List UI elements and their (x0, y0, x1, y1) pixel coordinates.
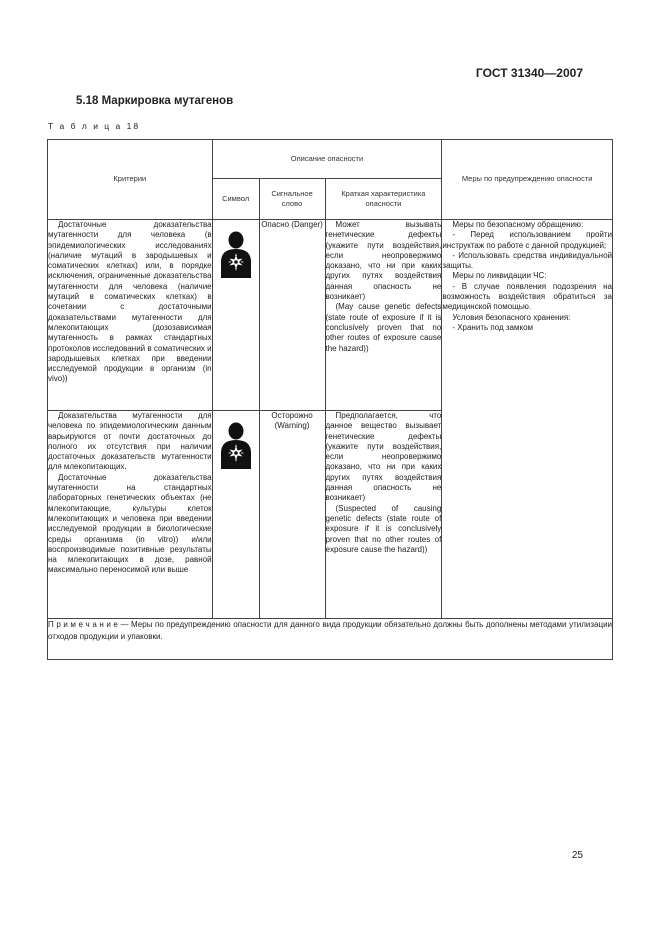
precautions-cell (442, 220, 613, 619)
precaution-line: Условия безопасного хранения: (452, 312, 571, 322)
precaution-line: - Хранить под замком (452, 322, 534, 332)
precaution-line: Меры по безопасному обращению: (452, 220, 584, 229)
criteria-text: Доказательства мутагенности для человека по эпидемиологическим данным варьируются от почти достаточных до полного их отсутствия при наличии достаточных доказательств мутагенности для млекопитающих. (48, 411, 212, 472)
table-caption: Т а б л и ц а 18 (48, 121, 141, 131)
signal-word: Опасно (Danger) (261, 220, 323, 229)
criteria-cell (48, 220, 213, 411)
description-en: (Suspected of causing genetic defects (state route of exposure if it is conclusively proven that no other routes of exposure cause the hazard)) (325, 503, 442, 554)
description-ru: Может вызывать генетические дефекты (укажите пути воздействия, если неопровержимо доказано, что ни при каких других путях воздействия данная опасность не возникает) (325, 220, 442, 302)
description-ru: Предполагается, что данное вещество вызывает генетические дефекты (укажите пути воздействия, если неопровержимо доказано, что ни при каких других путях воздействия данная опасность не возникает) (325, 411, 442, 503)
section-title: 5.18 Маркировка мутагенов (76, 95, 234, 107)
short-description-cell (325, 220, 442, 411)
signal-word-header: Сигнальное слово (259, 179, 325, 220)
table-note (48, 619, 613, 660)
criteria-cell (48, 411, 213, 619)
criteria-header: Критерии (48, 140, 213, 220)
signal-word-cell (259, 411, 325, 619)
health-hazard-icon (219, 421, 253, 469)
precaution-line: Меры по ликвидации ЧС: (452, 271, 547, 281)
precautions-header: Меры по предупреждению опасности (442, 140, 613, 220)
table-row (48, 220, 613, 411)
symbol-cell (212, 220, 259, 411)
precaution-line: - Использовать средства индивидуальной защиты. (442, 250, 612, 271)
signal-word: Осторожно (Warning) (271, 411, 313, 431)
symbol-cell (212, 411, 259, 619)
precaution-line: - В случае появления подозрения на возможность воздействия обратиться за медицинской помощью. (442, 281, 612, 312)
description-en: (May cause genetic defects (state route of exposure if it is conclusively proven that no other routes of exposure cause the hazard)) (325, 302, 442, 353)
hazard-description-header: Описание опасности (212, 140, 442, 179)
mutagen-labelling-table (47, 139, 613, 660)
standard-number: ГОСТ 31340—2007 (475, 66, 583, 80)
short-description-cell (325, 411, 442, 619)
criteria-text: Достаточные доказательства мутагенности для человека (в эпидемиологических исследованиях (наличие мутаций в зародышевых и соматических клетках) или, в порядке исключения, ограниченные доказательства мутагенности для человека (наличие мутаций в соматических клетках) в сочетании с достаточными доказательствами мутагенности для млекопитающих (дозозависимая мутагенность в рамках стандартных протоколов исследований в соматических и зародышевых клетках при введении исследуемой продукции в организм (in vivo)) (48, 220, 212, 384)
precaution-line: - Перед использованием пройти инструктаж по работе с данной продукцией; (442, 230, 612, 250)
symbol-header: Символ (212, 179, 259, 220)
note-text: П р и м е ч а н и е — Меры по предупреждению опасности для данного вида продукции обязательно должны быть дополнены методами утилизации отходов продукции и упаковки. (48, 620, 612, 641)
health-hazard-icon (219, 230, 253, 278)
signal-word-cell (259, 220, 325, 411)
page-number: 25 (571, 850, 583, 861)
criteria-text: Достаточные доказательства мутагенности на стандартных лабораторных генетических объектах (не млекопитающие, культуры клеток млекопитающих и человека при введении исследуемой продукции в биологические среды организма (in vitro)) и/или воспроизводимые позитивные результаты на млекопитающих в дозе, равной максимально переносимой или выше (48, 472, 212, 575)
short-description-header: Краткая характеристика опасности (325, 179, 442, 220)
